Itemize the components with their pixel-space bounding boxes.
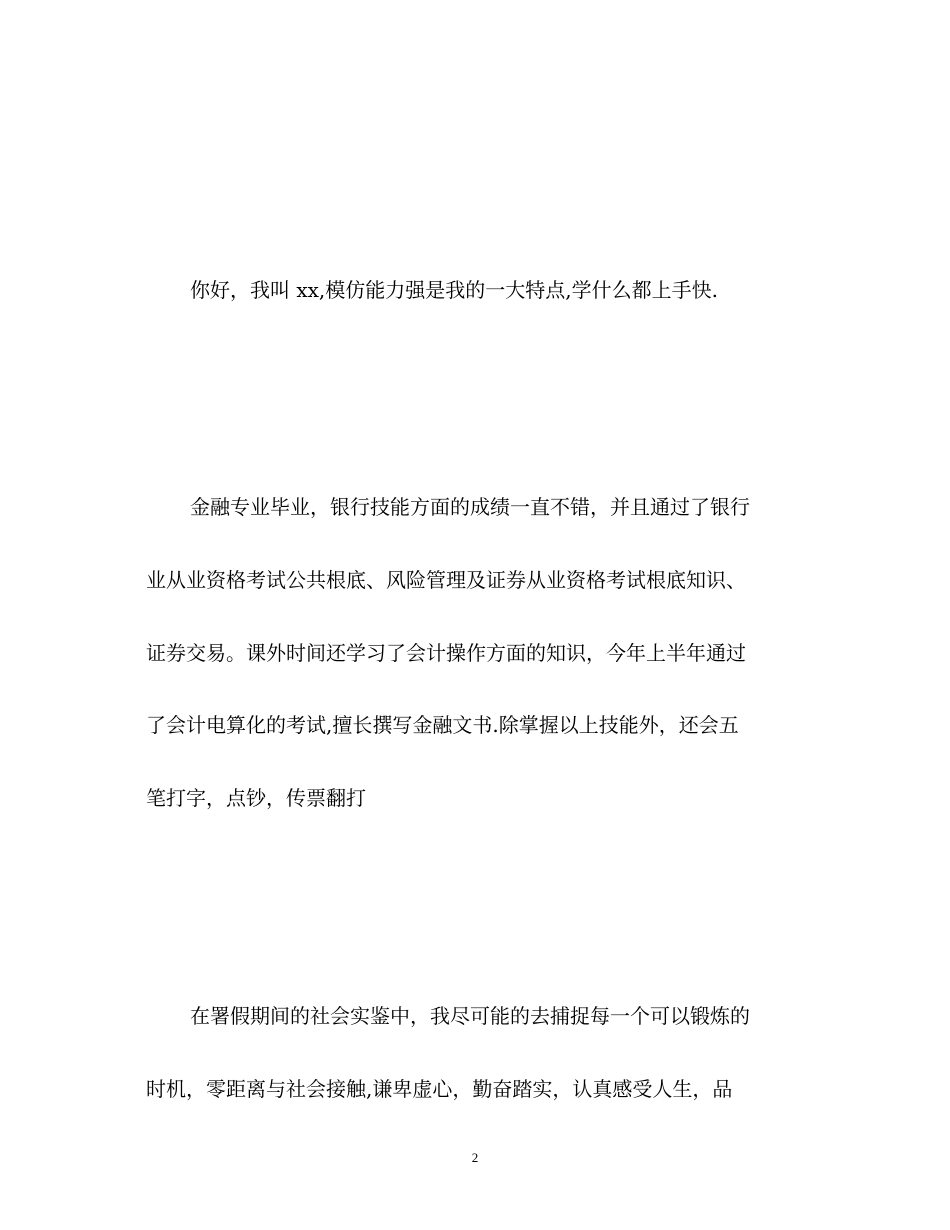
paragraph-2-line-4: 了会计电算化的考试,擅长撰写金融文书.除掌握以上技能外，还会五	[146, 713, 739, 737]
paragraph-2-line-5: 笔打字，点钞，传票翻打	[146, 786, 366, 810]
paragraph-3-line-1: 在署假期间的社会实鉴中，我尽可能的去捕捉每一个可以锻炼的	[190, 1004, 750, 1028]
page-number: 2	[471, 1150, 479, 1165]
paragraph-2-line-2: 业从业资格考试公共根底、风险管理及证券从业资格考试根底知识、	[146, 568, 746, 592]
paragraph-2-line-3: 证券交易。课外时间还学习了会计操作方面的知识，今年上半年通过	[146, 641, 746, 665]
paragraph-3-line-2: 时机，零距离与社会接触,谦卑虚心，勤奋踏实，认真感受人生，品	[146, 1077, 733, 1101]
paragraph-2-line-1: 金融专业毕业，银行技能方面的成绩一直不错，并且通过了银行	[190, 495, 750, 519]
paragraph-1-line-1: 你好，我叫 xx,模仿能力强是我的一大特点,学什么都上手快.	[190, 278, 718, 302]
